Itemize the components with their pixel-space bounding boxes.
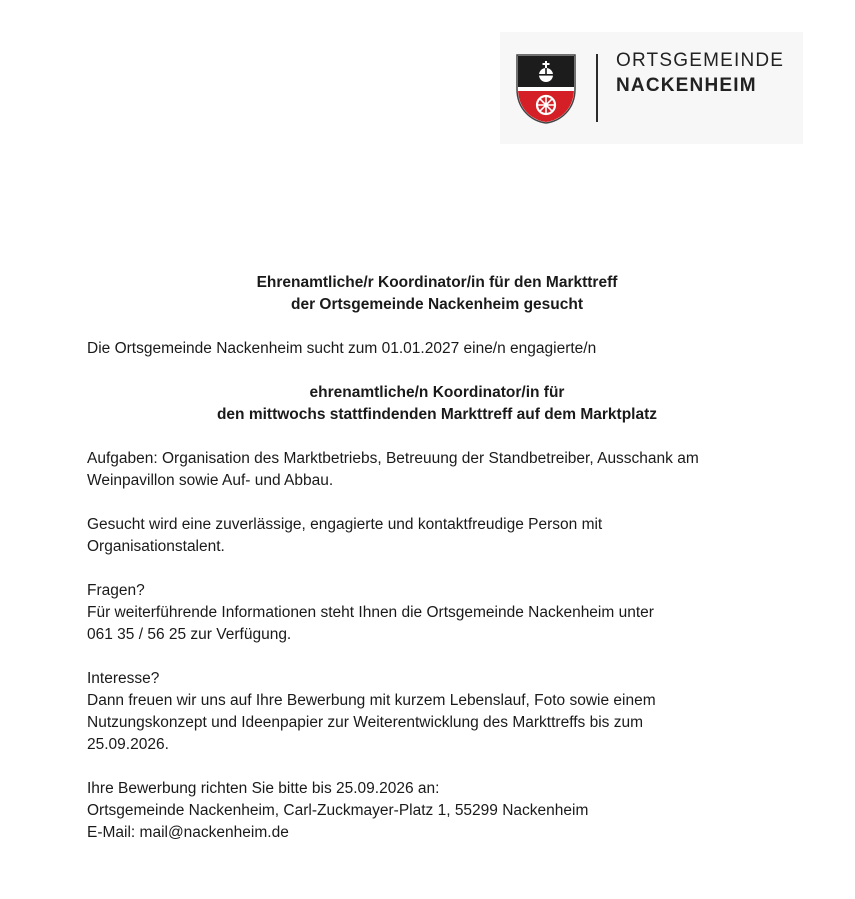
profile-line1: Gesucht wird eine zuverlässige, engagierte und kontaktfreudige Person mit [87,516,603,533]
title-line2: der Ortsgemeinde Nackenheim gesucht [290,296,583,313]
tasks-line1: Aufgaben: Organisation des Marktbetriebs, Betreuung der Standbetreiber, Ausschank am [87,450,699,467]
document-body [87,272,787,844]
profile-paragraph [87,514,787,558]
coat-of-arms-icon [515,53,577,125]
intro-text: Die Ortsgemeinde Nackenheim sucht zum 01.01.2027 eine/n engagierte/n [87,340,597,357]
questions-heading: Fragen? [87,582,145,599]
interest-line3: 25.09.2026. [87,736,169,753]
application-line1: Ihre Bewerbung richten Sie bitte bis 25.09.2026 an: [87,780,440,797]
interest-line1: Dann freuen wir uns auf Ihre Bewerbung mit kurzem Lebenslauf, Foto sowie einem [87,692,656,709]
position-title [87,382,787,426]
tasks-paragraph [87,448,787,492]
position-line2: den mittwochs stattfindenden Markttreff auf dem Marktplatz [216,406,658,423]
application-paragraph [87,778,787,844]
tasks-line2: Weinpavillon sowie Auf- und Abbau. [87,472,334,489]
logo-divider [596,54,598,122]
questions-paragraph [87,580,787,646]
interest-line2: Nutzungskonzept und Ideenpapier zur Weiterentwicklung des Markttreffs bis zum [87,714,643,731]
interest-paragraph [87,668,787,756]
questions-line1: Für weiterführende Informationen steht Ihnen die Ortsgemeinde Nackenheim unter [87,604,654,621]
title-line1: Ehrenamtliche/r Koordinator/in für den Markttreff [256,274,618,291]
position-line1: ehrenamtliche/n Koordinator/in für [309,384,565,401]
document-title [87,272,787,316]
interest-heading: Interesse? [87,670,160,687]
logo-text-line2: NACKENHEIM [616,75,757,96]
profile-line2: Organisationstalent. [87,538,225,555]
application-email: E-Mail: mail@nackenheim.de [87,824,289,841]
logo-panel [500,32,803,144]
questions-line2: 061 35 / 56 25 zur Verfügung. [87,626,292,643]
application-address: Ortsgemeinde Nackenheim, Carl-Zuckmayer-Platz 1, 55299 Nackenheim [87,802,589,819]
logo-text-line1: ORTSGEMEINDE [616,50,785,71]
